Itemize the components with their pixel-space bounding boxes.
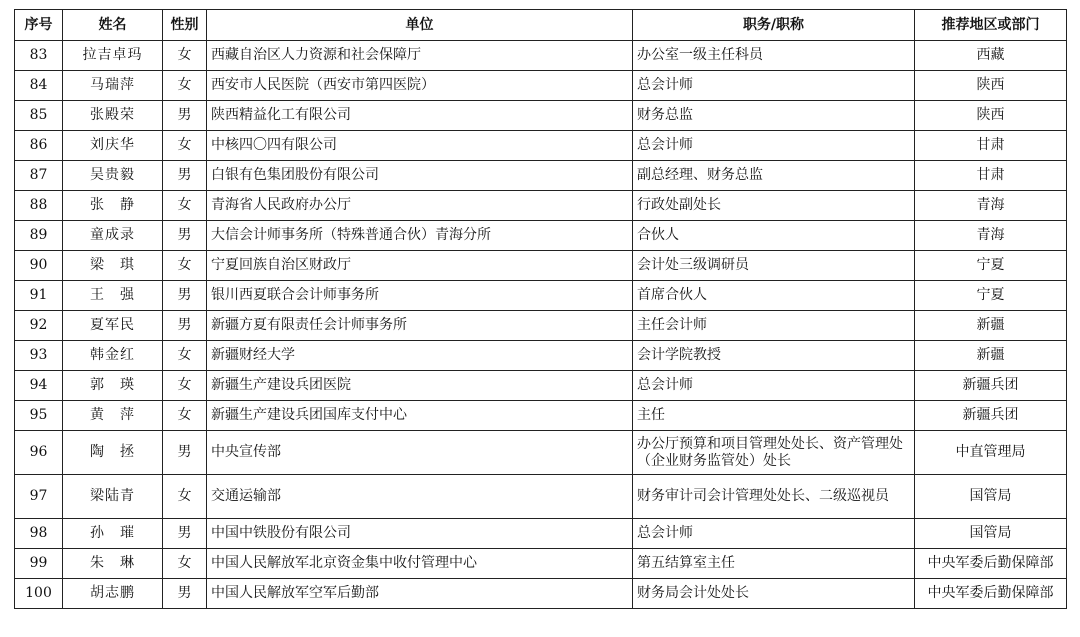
cell-serial-number: 96 [15,431,63,475]
cell-recommending-region: 甘肃 [915,131,1067,161]
cell-name: 孙 璀 [63,519,163,549]
table-header [15,10,1067,41]
cell-position-title: 总会计师 [633,131,915,161]
cell-recommending-region: 西藏 [915,41,1067,71]
cell-recommending-region: 宁夏 [915,281,1067,311]
header-position-title: 职务/职称 [633,10,915,41]
cell-name: 刘庆华 [63,131,163,161]
cell-name: 梁 琪 [63,251,163,281]
cell-recommending-region: 新疆兵团 [915,401,1067,431]
cell-name: 王 强 [63,281,163,311]
header-gender: 性别 [163,10,207,41]
cell-unit: 新疆生产建设兵团国库支付中心 [207,401,633,431]
cell-recommending-region: 新疆兵团 [915,371,1067,401]
cell-recommending-region: 陕西 [915,71,1067,101]
cell-recommending-region: 国管局 [915,475,1067,519]
cell-position-title: 合伙人 [633,221,915,251]
cell-unit: 新疆财经大学 [207,341,633,371]
cell-serial-number: 85 [15,101,63,131]
cell-position-title: 行政处副处长 [633,191,915,221]
table-row [15,549,1067,579]
cell-name: 陶 拯 [63,431,163,475]
table-row [15,401,1067,431]
cell-unit: 大信会计师事务所（特殊普通合伙）青海分所 [207,221,633,251]
cell-gender: 女 [163,401,207,431]
cell-recommending-region: 青海 [915,221,1067,251]
cell-serial-number: 84 [15,71,63,101]
cell-recommending-region: 陕西 [915,101,1067,131]
cell-serial-number: 99 [15,549,63,579]
cell-recommending-region: 中直管理局 [915,431,1067,475]
cell-position-title: 办公厅预算和项目管理处处长、资产管理处（企业财务监管处）处长 [633,431,915,475]
cell-gender: 男 [163,311,207,341]
cell-unit: 中国人民解放军空军后勤部 [207,579,633,609]
table-body [15,41,1067,609]
cell-serial-number: 98 [15,519,63,549]
cell-position-title: 主任会计师 [633,311,915,341]
cell-recommending-region: 青海 [915,191,1067,221]
document-page [14,9,1067,609]
table-row [15,251,1067,281]
cell-serial-number: 97 [15,475,63,519]
table-row [15,41,1067,71]
cell-serial-number: 90 [15,251,63,281]
cell-gender: 女 [163,131,207,161]
cell-name: 马瑞萍 [63,71,163,101]
cell-serial-number: 100 [15,579,63,609]
table-row [15,341,1067,371]
cell-unit: 陕西精益化工有限公司 [207,101,633,131]
cell-recommending-region: 中央军委后勤保障部 [915,579,1067,609]
cell-gender: 女 [163,191,207,221]
cell-serial-number: 88 [15,191,63,221]
cell-gender: 女 [163,371,207,401]
table-row [15,371,1067,401]
cell-unit: 西藏自治区人力资源和社会保障厅 [207,41,633,71]
cell-position-title: 总会计师 [633,519,915,549]
cell-name: 张 静 [63,191,163,221]
cell-name: 张殿荣 [63,101,163,131]
cell-unit: 交通运输部 [207,475,633,519]
cell-gender: 女 [163,41,207,71]
cell-position-title: 会计学院教授 [633,341,915,371]
cell-gender: 男 [163,101,207,131]
cell-recommending-region: 甘肃 [915,161,1067,191]
cell-gender: 女 [163,475,207,519]
cell-position-title: 总会计师 [633,71,915,101]
cell-position-title: 首席合伙人 [633,281,915,311]
cell-recommending-region: 新疆 [915,311,1067,341]
cell-gender: 男 [163,161,207,191]
cell-position-title: 第五结算室主任 [633,549,915,579]
cell-serial-number: 92 [15,311,63,341]
cell-gender: 女 [163,341,207,371]
cell-position-title: 财务局会计处处长 [633,579,915,609]
cell-serial-number: 94 [15,371,63,401]
cell-unit: 白银有色集团股份有限公司 [207,161,633,191]
cell-unit: 中核四〇四有限公司 [207,131,633,161]
table-row [15,221,1067,251]
cell-name: 朱 琳 [63,549,163,579]
cell-position-title: 会计处三级调研员 [633,251,915,281]
table-row [15,519,1067,549]
cell-serial-number: 87 [15,161,63,191]
cell-gender: 男 [163,519,207,549]
cell-gender: 女 [163,71,207,101]
header-serial-number: 序号 [15,10,63,41]
cell-name: 郭 瑛 [63,371,163,401]
cell-unit: 银川西夏联合会计师事务所 [207,281,633,311]
table-row [15,131,1067,161]
cell-position-title: 财务审计司会计管理处处长、二级巡视员 [633,475,915,519]
table-row [15,579,1067,609]
cell-unit: 青海省人民政府办公厅 [207,191,633,221]
table-row [15,431,1067,475]
cell-gender: 男 [163,579,207,609]
cell-unit: 中央宣传部 [207,431,633,475]
header-row [15,10,1067,41]
cell-recommending-region: 中央军委后勤保障部 [915,549,1067,579]
cell-unit: 宁夏回族自治区财政厅 [207,251,633,281]
cell-serial-number: 91 [15,281,63,311]
cell-name: 梁陆青 [63,475,163,519]
cell-recommending-region: 国管局 [915,519,1067,549]
cell-position-title: 副总经理、财务总监 [633,161,915,191]
cell-name: 胡志鹏 [63,579,163,609]
cell-gender: 男 [163,281,207,311]
cell-position-title: 办公室一级主任科员 [633,41,915,71]
cell-unit: 中国人民解放军北京资金集中收付管理中心 [207,549,633,579]
header-recommending-region: 推荐地区或部门 [915,10,1067,41]
cell-name: 夏军民 [63,311,163,341]
cell-serial-number: 89 [15,221,63,251]
table-row [15,311,1067,341]
cell-serial-number: 83 [15,41,63,71]
cell-serial-number: 86 [15,131,63,161]
cell-recommending-region: 宁夏 [915,251,1067,281]
cell-gender: 女 [163,251,207,281]
cell-name: 吴贵毅 [63,161,163,191]
cell-position-title: 总会计师 [633,371,915,401]
header-name: 姓名 [63,10,163,41]
cell-gender: 男 [163,431,207,475]
cell-name: 韩金红 [63,341,163,371]
cell-name: 拉吉卓玛 [63,41,163,71]
cell-serial-number: 95 [15,401,63,431]
table-row [15,191,1067,221]
cell-serial-number: 93 [15,341,63,371]
table-row [15,101,1067,131]
header-unit: 单位 [207,10,633,41]
cell-unit: 新疆生产建设兵团医院 [207,371,633,401]
cell-name: 童成录 [63,221,163,251]
cell-unit: 新疆方夏有限责任会计师事务所 [207,311,633,341]
cell-position-title: 主任 [633,401,915,431]
cell-gender: 女 [163,549,207,579]
cell-position-title: 财务总监 [633,101,915,131]
cell-unit: 中国中铁股份有限公司 [207,519,633,549]
table-row [15,281,1067,311]
table-row [15,71,1067,101]
cell-name: 黄 萍 [63,401,163,431]
cell-unit: 西安市人民医院（西安市第四医院） [207,71,633,101]
table-row [15,161,1067,191]
cell-recommending-region: 新疆 [915,341,1067,371]
table-row [15,475,1067,519]
cell-gender: 男 [163,221,207,251]
nominee-table [14,9,1067,609]
